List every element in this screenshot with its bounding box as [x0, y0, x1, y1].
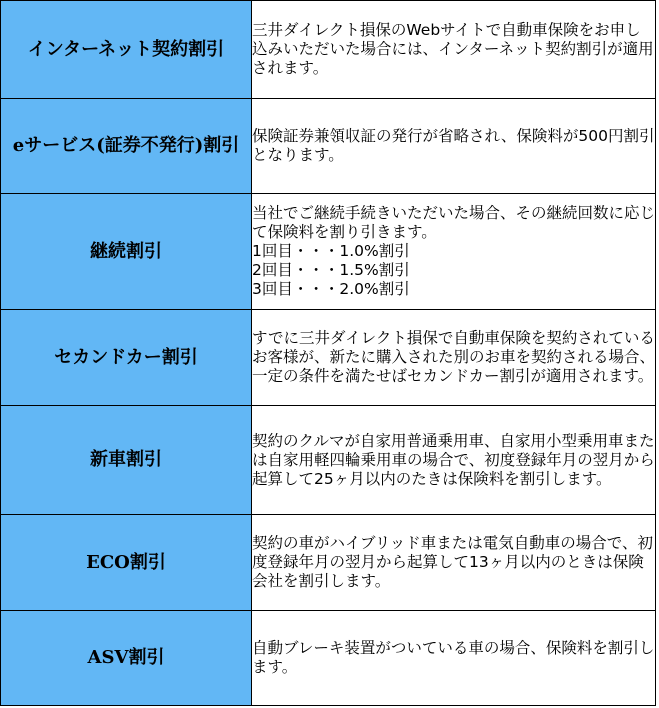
- discount-description: すでに三井ダイレクト損保で自動車保険を契約されているお客様が、新たに購入された別のお車を契約される場合、一定の条件を満たせばセカンドカー割引が適用されます。: [252, 310, 656, 406]
- discount-description: 保険証券兼領収証の発行が省略され、保険料が500円割引となります。: [252, 99, 656, 194]
- discount-name: インターネット契約割引: [1, 1, 252, 99]
- discount-description-text: 当社でご継続手続きいただいた場合、その継続回数に応じて保険料を割り引きます。: [252, 204, 656, 241]
- discount-description: 三井ダイレクト損保のWebサイトで自動車保険をお申し込みいただいた場合には、インターネット契約割引が適用されます。: [252, 1, 656, 99]
- table-row: [1, 1, 656, 99]
- discount-description: 契約の車がハイブリッド車または電気自動車の場合で、初度登録年月の翌月から起算して13ヶ月以内のときは保険会社を割引します。: [252, 515, 656, 611]
- discount-name: セカンドカー割引: [1, 310, 252, 406]
- table-row: [1, 310, 656, 406]
- table-row: [1, 194, 656, 310]
- discount-description: [252, 194, 656, 310]
- discount-tier: 1回目・・・1.0%割引: [252, 242, 410, 260]
- discount-tier: 2回目・・・1.5%割引: [252, 261, 410, 279]
- discount-name: eサービス(証券不発行)割引: [1, 99, 252, 194]
- discount-name: ASV割引: [1, 611, 252, 706]
- discount-description: 契約のクルマが自家用普通乗用車、自家用小型乗用車または自家用軽四輪乗用車の場合で、初度登録年月の翌月から起算して25ヶ月以内のたきは保険料を割引します。: [252, 406, 656, 515]
- table-row: [1, 515, 656, 611]
- discount-name: 新車割引: [1, 406, 252, 515]
- discount-description: 自動ブレーキ装置がついている車の場合、保険料を割引します。: [252, 611, 656, 706]
- table-row: [1, 99, 656, 194]
- table-row: [1, 406, 656, 515]
- discount-name: 継続割引: [1, 194, 252, 310]
- discount-name: ECO割引: [1, 515, 252, 611]
- discount-tier: 3回目・・・2.0%割引: [252, 280, 410, 298]
- table-row: [1, 611, 656, 706]
